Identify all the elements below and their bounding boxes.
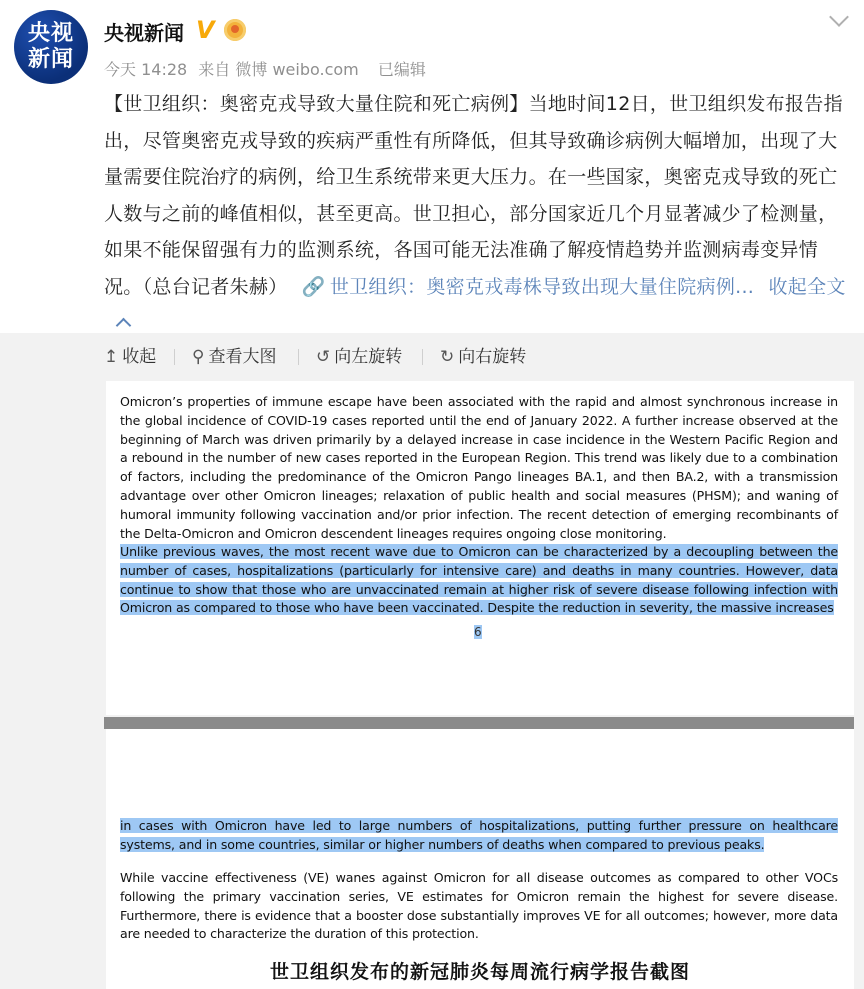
post-body: 【世卫组织：奥密克戎导致大量住院和死亡病例】当地时间12日，世卫组织发布报告指出，尽管奥密克戎导致的疾病严重性有所降低，但其导致确诊病例大幅增加，出现了大量需要住院治疗的病例，给卫生系统带来更大压力。在一些国家，奥密克戎导致的死亡人数与之前的峰值相似，甚至更高。世卫担心，部分国家近几个月显著减少了检测量，如果不能保留强有力的监测系统，各国可能无法准确了解疫情趋势并监测病毒变异情况。（总台记者朱赫） xyxy=(104,93,843,298)
collapse-text-link[interactable]: 收起全文 xyxy=(768,275,846,298)
document-paragraph-3 xyxy=(120,817,838,855)
medal-icon xyxy=(224,19,246,41)
document-paragraph-4: While vaccine effectiveness (VE) wanes against Omicron for all disease outcomes as compared to other VOCs following the primary vaccination series, VE estimates for Omicron remain the highest for severe disease. Furthermore, there is evidence that a booster dose substantially improves VE for all outcomes; however, more data are needed to characterize the duration of this protection. xyxy=(120,870,838,942)
collapse-image-label: 收起 xyxy=(122,347,157,367)
page-number: 6 xyxy=(474,625,482,639)
view-large-label: 查看大图 xyxy=(208,347,277,367)
post-meta xyxy=(104,57,432,80)
link-icon: 🔗 xyxy=(301,275,326,298)
image-viewer xyxy=(0,333,864,989)
edited-label[interactable]: 已编辑 xyxy=(377,60,426,79)
toolbar-divider xyxy=(174,349,175,365)
avatar[interactable] xyxy=(14,10,88,84)
document-paragraph-1: Omicron’s properties of immune escape have been associated with the rapid and almost synchronous increase in the global incidence of COVID-19 cases reported until the end of January 2022. A further increase observed at the beginning of March was driven primarily by a delayed increase in case incidence in the Western Pacific Region and a rebound in the number of new cases reported in the European Region. This trend was likely due to a combination of factors, including the predominance of the Omicron Pango lineages BA.1, and then BA.2, with a transmission advantage over other Omicron lineages; relaxation of public health and social measures (PHSM); and waning of humoral immunity following vaccination and/or prior infection. The recent detection of emerging recombinants of the Delta-Omicron and Omicron descendent lineages requires ongoing close monitoring. xyxy=(120,394,838,541)
rotate-right-icon: ↻ xyxy=(440,347,455,367)
page-divider xyxy=(104,717,854,729)
search-icon: ⚲ xyxy=(192,347,205,367)
chevron-up-icon[interactable] xyxy=(116,318,132,334)
highlighted-text: in cases with Omicron have led to large numbers of hospitalizations, putting further pressure on healthcare systems, and in some countries, similar or higher numbers of deaths when compared to previous peaks. xyxy=(120,818,838,852)
post-header xyxy=(0,0,864,88)
verified-icon: V xyxy=(196,16,215,44)
collapse-icon: ↥ xyxy=(104,347,119,367)
post-source: 来自 微博 weibo.com xyxy=(198,60,359,79)
rotate-left-button[interactable] xyxy=(316,343,402,371)
toolbar-divider xyxy=(298,349,299,365)
highlighted-text: Unlike previous waves, the most recent wave due to Omicron can be characterized by a decoupling between the number of cases, hospitalizations (particularly for intensive care) and deaths in many countries. However, data continue to show that those who are unvaccinated remain at higher risk of severe disease following infection with Omicron as compared to those who have been vaccinated. Despite the reduction in severity, the massive increases xyxy=(120,544,838,616)
rotate-right-button[interactable] xyxy=(440,343,526,371)
rotate-left-icon: ↺ xyxy=(316,347,331,367)
document-page-2[interactable] xyxy=(106,729,854,989)
username[interactable]: 央视新闻 xyxy=(104,21,184,45)
avatar-text-line1: 央视 xyxy=(27,21,74,46)
toolbar-divider xyxy=(422,349,423,365)
chevron-down-icon[interactable] xyxy=(829,7,849,27)
rotate-left-label: 向左旋转 xyxy=(334,347,403,367)
post-time[interactable]: 今天 14:28 xyxy=(104,60,188,79)
image-caption: 世卫组织发布的新冠肺炎每周流行病学报告截图 xyxy=(269,961,690,983)
view-large-button[interactable] xyxy=(192,343,276,371)
avatar-text-line2: 新闻 xyxy=(27,47,74,72)
rotate-right-label: 向右旋转 xyxy=(458,347,527,367)
post-text xyxy=(104,86,848,342)
document-page-1[interactable] xyxy=(106,381,854,715)
document-paragraph-2 xyxy=(120,543,838,618)
collapse-image-button[interactable] xyxy=(104,343,156,371)
article-link[interactable]: 世卫组织：奥密克戎毒株导致出现大量住院病例... xyxy=(329,275,755,298)
